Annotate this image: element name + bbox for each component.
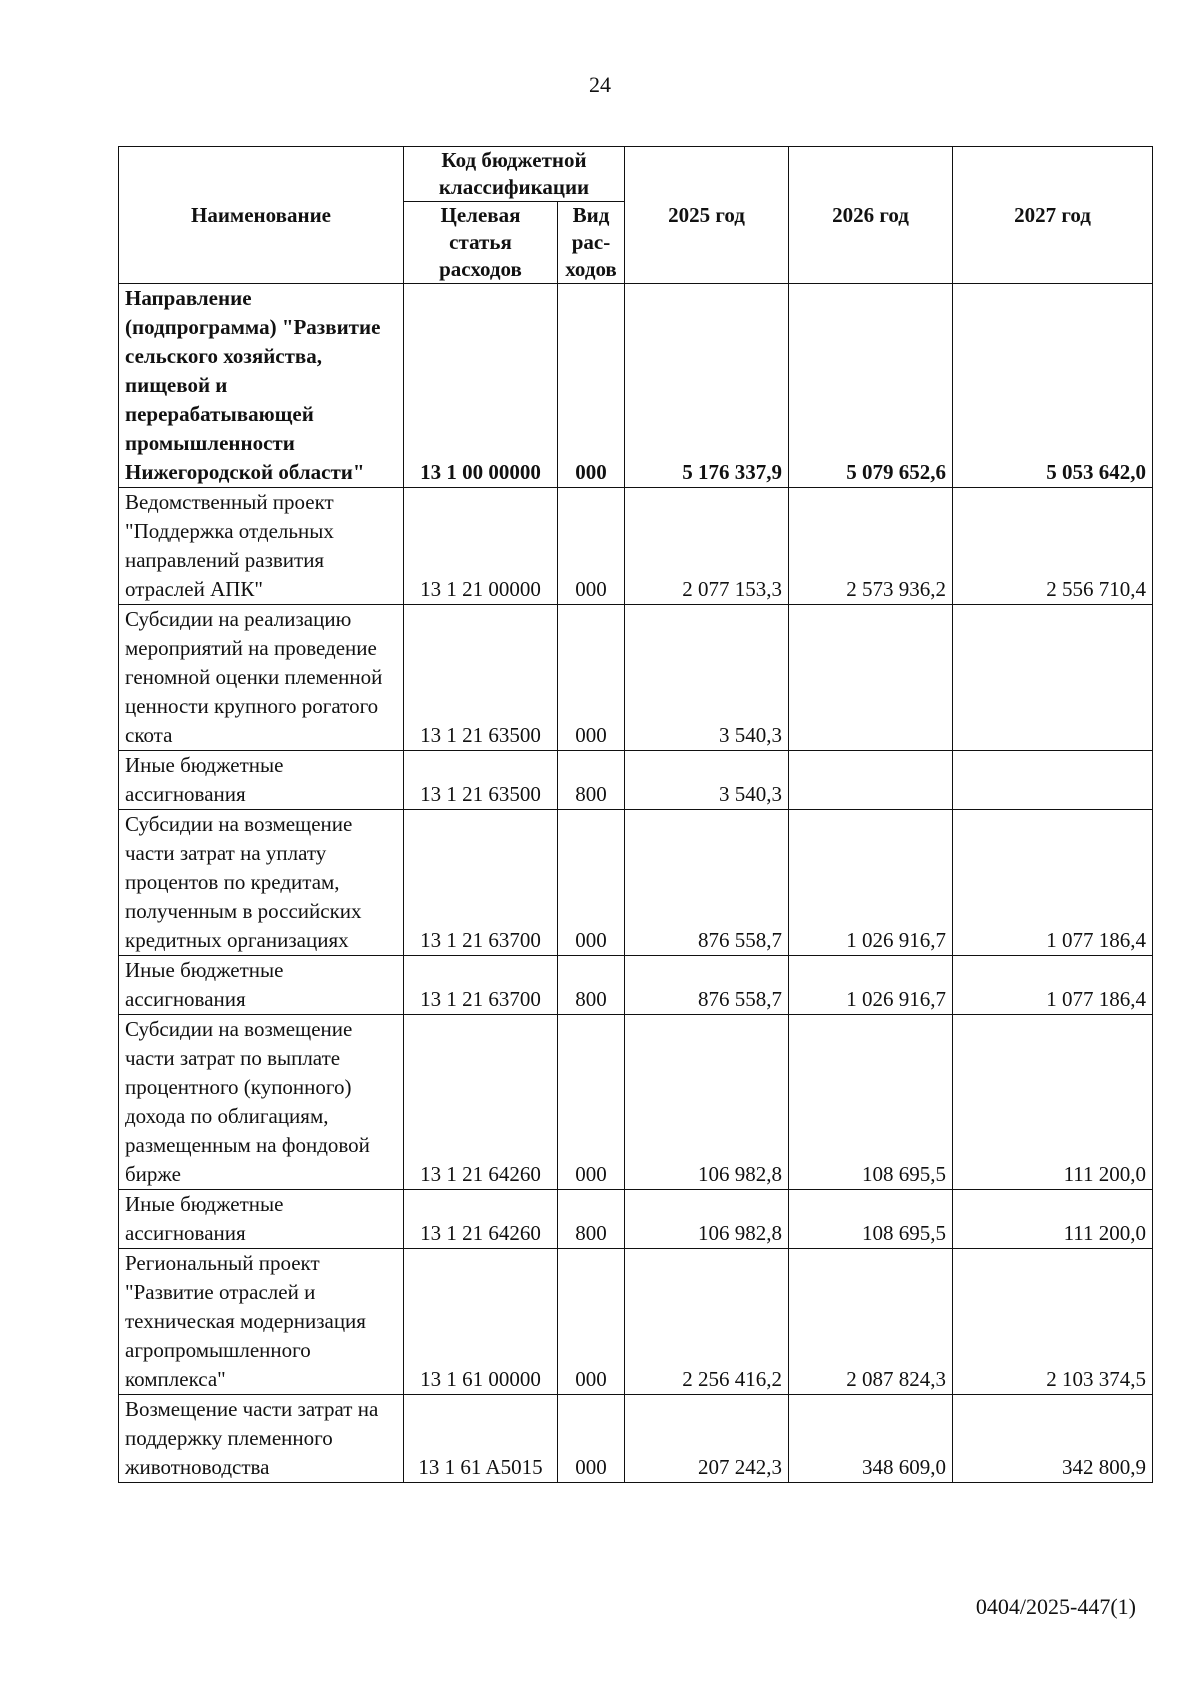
- row-name: Субсидии на возмещение части затрат по выплате процентного (купонного) дохода по облигациям, размещенным на фондовой бирже: [119, 1015, 404, 1190]
- row-expense-type: 000: [558, 605, 625, 751]
- row-value-2025: 3 540,3: [625, 751, 789, 810]
- row-value-2026: 348 609,0: [789, 1395, 953, 1483]
- row-value-2027: [953, 751, 1153, 810]
- row-value-2025: 876 558,7: [625, 956, 789, 1015]
- row-expense-type: 800: [558, 956, 625, 1015]
- row-value-2027: 5 053 642,0: [953, 284, 1153, 488]
- row-expense-type: 000: [558, 810, 625, 956]
- table-row: [119, 1015, 1153, 1190]
- row-target-article: 13 1 21 63500: [404, 751, 558, 810]
- row-value-2025: 5 176 337,9: [625, 284, 789, 488]
- row-name: Ведомственный проект "Поддержка отдельных направлений развития отраслей АПК": [119, 488, 404, 605]
- budget-table: [118, 146, 1153, 1483]
- row-value-2027: [953, 605, 1153, 751]
- row-value-2027: 1 077 186,4: [953, 810, 1153, 956]
- row-value-2026: [789, 605, 953, 751]
- table-row: [119, 605, 1153, 751]
- row-name: Иные бюджетные ассигнования: [119, 956, 404, 1015]
- table-row: [119, 810, 1153, 956]
- row-value-2025: 876 558,7: [625, 810, 789, 956]
- document-code: 0404/2025-447(1): [975, 1594, 1136, 1619]
- row-expense-type: 800: [558, 1190, 625, 1249]
- table-row: [119, 488, 1153, 605]
- row-name: Направление (подпрограмма) "Развитие сельского хозяйства, пищевой и перерабатывающей промышленности Нижегородской области": [119, 284, 404, 488]
- table-row: [119, 1249, 1153, 1395]
- row-name: Иные бюджетные ассигнования: [119, 1190, 404, 1249]
- header-year-2027: 2027 год: [953, 147, 1153, 284]
- table-row: [119, 1395, 1153, 1483]
- row-value-2025: 3 540,3: [625, 605, 789, 751]
- row-value-2025: 106 982,8: [625, 1190, 789, 1249]
- row-target-article: 13 1 21 64260: [404, 1190, 558, 1249]
- row-value-2026: 2 573 936,2: [789, 488, 953, 605]
- row-expense-type: 800: [558, 751, 625, 810]
- row-target-article: 13 1 61 A5015: [404, 1395, 558, 1483]
- row-name: Субсидии на реализацию мероприятий на проведение геномной оценки племенной ценности крупного рогатого скота: [119, 605, 404, 751]
- row-expense-type: 000: [558, 1395, 625, 1483]
- header-year-2025: 2025 год: [625, 147, 789, 284]
- row-name: Региональный проект "Развитие отраслей и техническая модернизация агропромышленного комплекса": [119, 1249, 404, 1395]
- header-row-1: [119, 147, 1153, 202]
- row-target-article: 13 1 61 00000: [404, 1249, 558, 1395]
- row-target-article: 13 1 21 64260: [404, 1015, 558, 1190]
- row-value-2025: 2 077 153,3: [625, 488, 789, 605]
- table-row: [119, 956, 1153, 1015]
- row-value-2025: 2 256 416,2: [625, 1249, 789, 1395]
- row-target-article: 13 1 21 63700: [404, 956, 558, 1015]
- table-row: [119, 751, 1153, 810]
- row-value-2027: 2 556 710,4: [953, 488, 1153, 605]
- row-expense-type: 000: [558, 284, 625, 488]
- row-value-2025: 106 982,8: [625, 1015, 789, 1190]
- row-value-2026: 108 695,5: [789, 1015, 953, 1190]
- row-expense-type: 000: [558, 1249, 625, 1395]
- row-expense-type: 000: [558, 488, 625, 605]
- row-name: Иные бюджетные ассигнования: [119, 751, 404, 810]
- header-target-article: Целевая статья расходов: [404, 202, 558, 284]
- table-row: [119, 1190, 1153, 1249]
- row-target-article: 13 1 00 00000: [404, 284, 558, 488]
- header-expense-type: Вид рас-ходов: [558, 202, 625, 284]
- row-expense-type: 000: [558, 1015, 625, 1190]
- row-value-2026: 1 026 916,7: [789, 810, 953, 956]
- row-target-article: 13 1 21 00000: [404, 488, 558, 605]
- row-value-2027: 111 200,0: [953, 1015, 1153, 1190]
- page-number: 24: [589, 72, 611, 97]
- header-code-group: Код бюджетной классификации: [404, 147, 625, 202]
- row-name: Субсидии на возмещение части затрат на уплату процентов по кредитам, полученным в российских кредитных организациях: [119, 810, 404, 956]
- table-body: [119, 284, 1153, 1483]
- row-target-article: 13 1 21 63700: [404, 810, 558, 956]
- row-value-2026: 108 695,5: [789, 1190, 953, 1249]
- row-value-2025: 207 242,3: [625, 1395, 789, 1483]
- row-target-article: 13 1 21 63500: [404, 605, 558, 751]
- row-value-2027: 1 077 186,4: [953, 956, 1153, 1015]
- row-value-2027: 111 200,0: [953, 1190, 1153, 1249]
- row-value-2027: 2 103 374,5: [953, 1249, 1153, 1395]
- row-value-2026: [789, 751, 953, 810]
- row-name: Возмещение части затрат на поддержку племенного животноводства: [119, 1395, 404, 1483]
- row-value-2027: 342 800,9: [953, 1395, 1153, 1483]
- row-value-2026: 5 079 652,6: [789, 284, 953, 488]
- header-year-2026: 2026 год: [789, 147, 953, 284]
- row-value-2026: 1 026 916,7: [789, 956, 953, 1015]
- row-value-2026: 2 087 824,3: [789, 1249, 953, 1395]
- table-row: [119, 284, 1153, 488]
- header-name: Наименование: [119, 147, 404, 284]
